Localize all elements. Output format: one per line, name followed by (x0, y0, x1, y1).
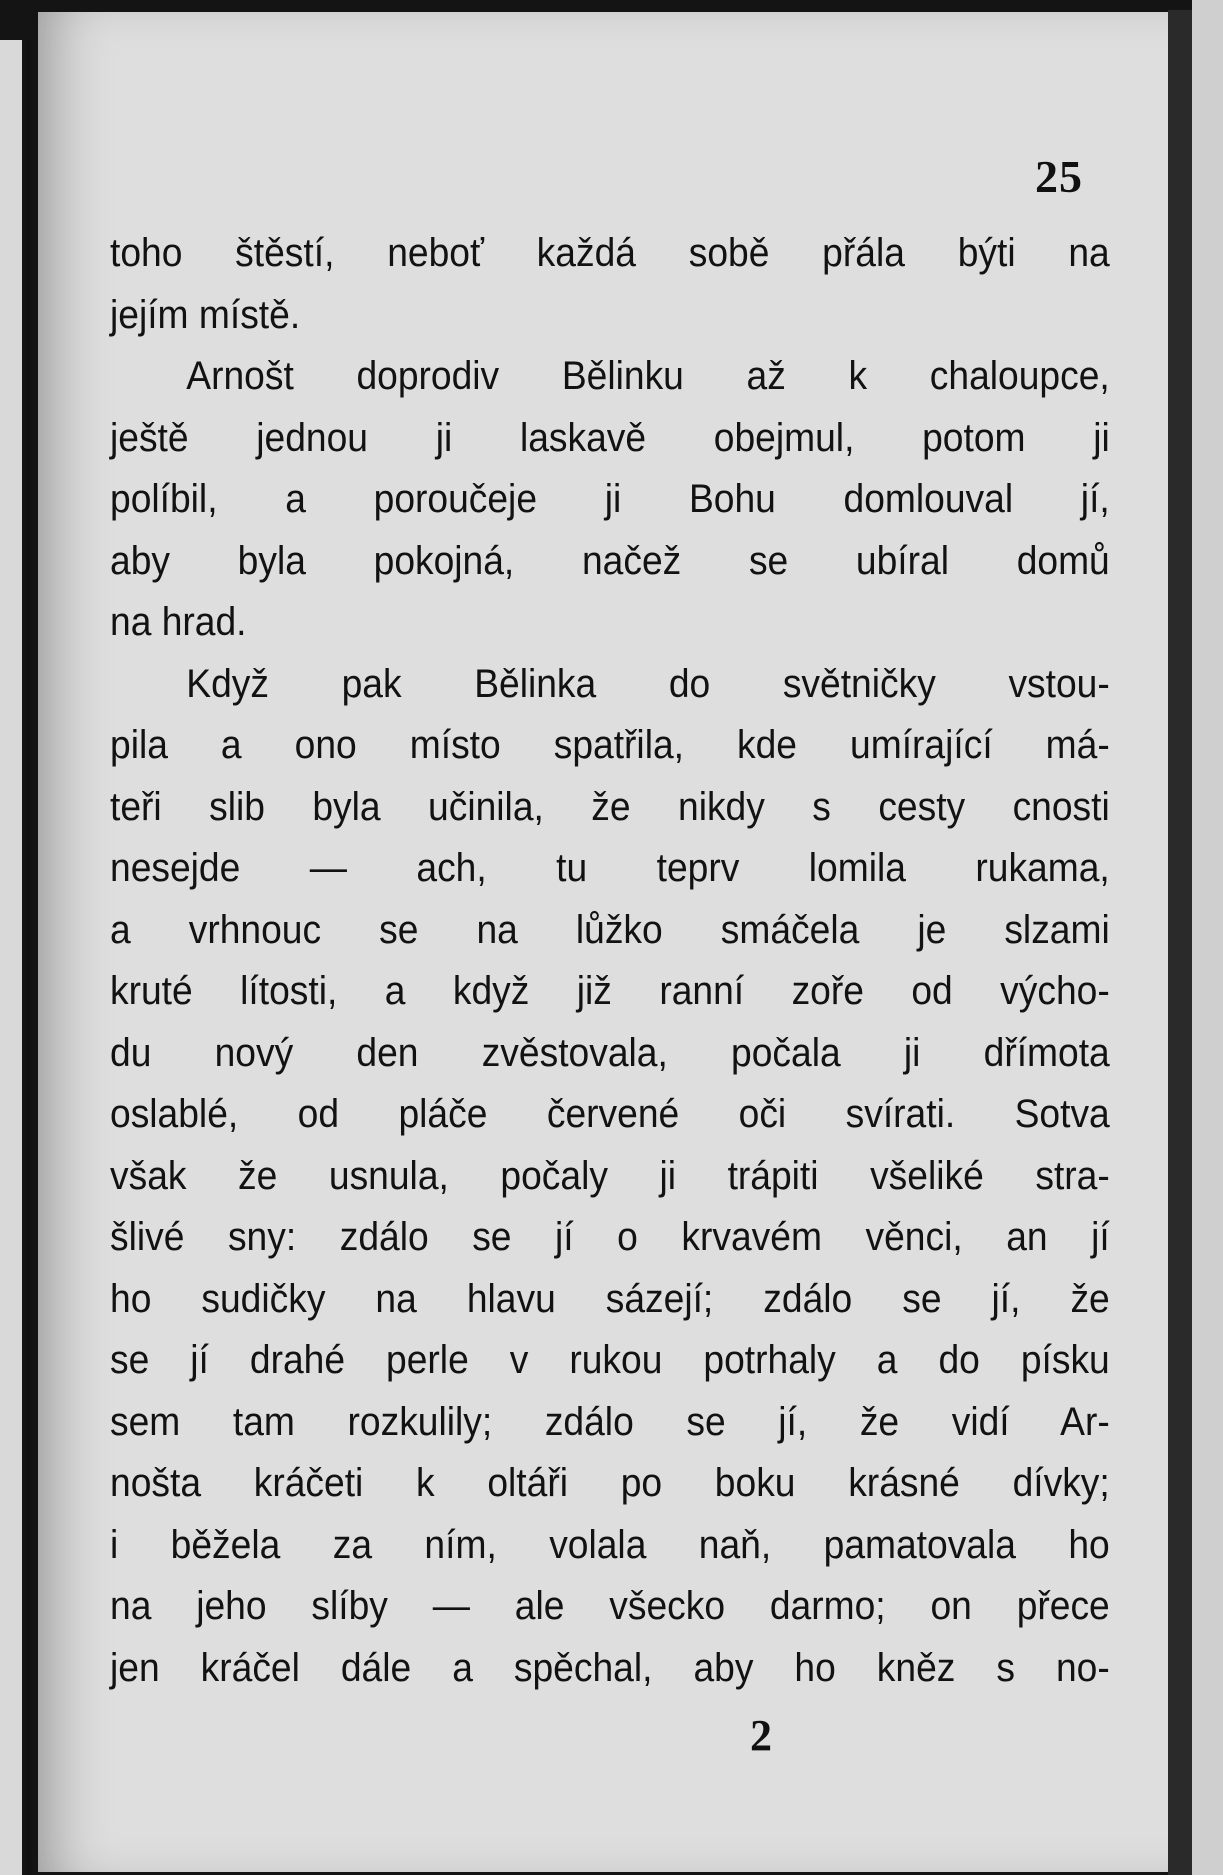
text-line: nošta kráčeti k oltáři po boku krásné dívky; (110, 1461, 1110, 1505)
text-line: však že usnula, počaly ji trápiti všeliké stra- (110, 1153, 1110, 1198)
text-line: teři slib byla učinila, že nikdy s cesty cnosti (110, 784, 1110, 829)
text-line: sem tam rozkulily; zdálo se jí, že vidí Ar- (110, 1399, 1110, 1444)
left-binding-edge (26, 40, 31, 1875)
text-line: jejím místě. (110, 292, 301, 337)
right-page-shadow (1168, 10, 1192, 1875)
text-line: oslablé, od pláče červené oči svírati. Sotva (110, 1092, 1110, 1136)
text-line: políbil, a poroučeje ji Bohu domlouval jí, (110, 477, 1110, 521)
text-line: na hrad. (110, 600, 247, 644)
text-line: a vrhnouc se na lůžko smáčela je slzami (110, 907, 1110, 952)
left-margin-strip (0, 40, 22, 1875)
text-line: Arnošt doprodiv Bělinku až k chaloupce, (186, 354, 1110, 398)
text-line: jen kráčel dále a spěchal, aby ho kněz s no- (110, 1645, 1110, 1690)
text-line: se jí drahé perle v rukou potrhaly a do písku (110, 1338, 1110, 1382)
text-line: Když pak Bělinka do světničky vstou- (186, 661, 1110, 706)
text-line: pila a ono místo spatřila, kde umírající má- (110, 723, 1110, 767)
text-line: nesejde — ach, tu teprv lomila rukama, (110, 846, 1110, 890)
text-line: i běžela za ním, volala naň, pamatovala ho (110, 1522, 1110, 1567)
text-line: toho štěstí, neboť každá sobě přála býti na (110, 231, 1110, 275)
text-line: ještě jednou ji laskavě obejmul, potom ji (110, 415, 1110, 460)
text-line: aby byla pokojná, načež se ubíral domů (110, 538, 1110, 583)
text-line: ho sudičky na hlavu sázejí; zdálo se jí, že (110, 1276, 1110, 1321)
signature-mark: 2 (750, 1711, 772, 1760)
text-line: kruté lítosti, a když již ranní zoře od výcho- (110, 969, 1110, 1013)
page-number: 25 (1035, 151, 1083, 202)
text-line: šlivé sny: zdálo se jí o krvavém věnci, an jí (110, 1215, 1110, 1259)
body-text (110, 223, 1110, 1699)
text-line: na jeho slíby — ale všecko darmo; on přece (110, 1584, 1110, 1628)
text-line: du nový den zvěstovala, počala ji dřímota (110, 1030, 1110, 1075)
right-margin-strip (1192, 0, 1223, 1875)
